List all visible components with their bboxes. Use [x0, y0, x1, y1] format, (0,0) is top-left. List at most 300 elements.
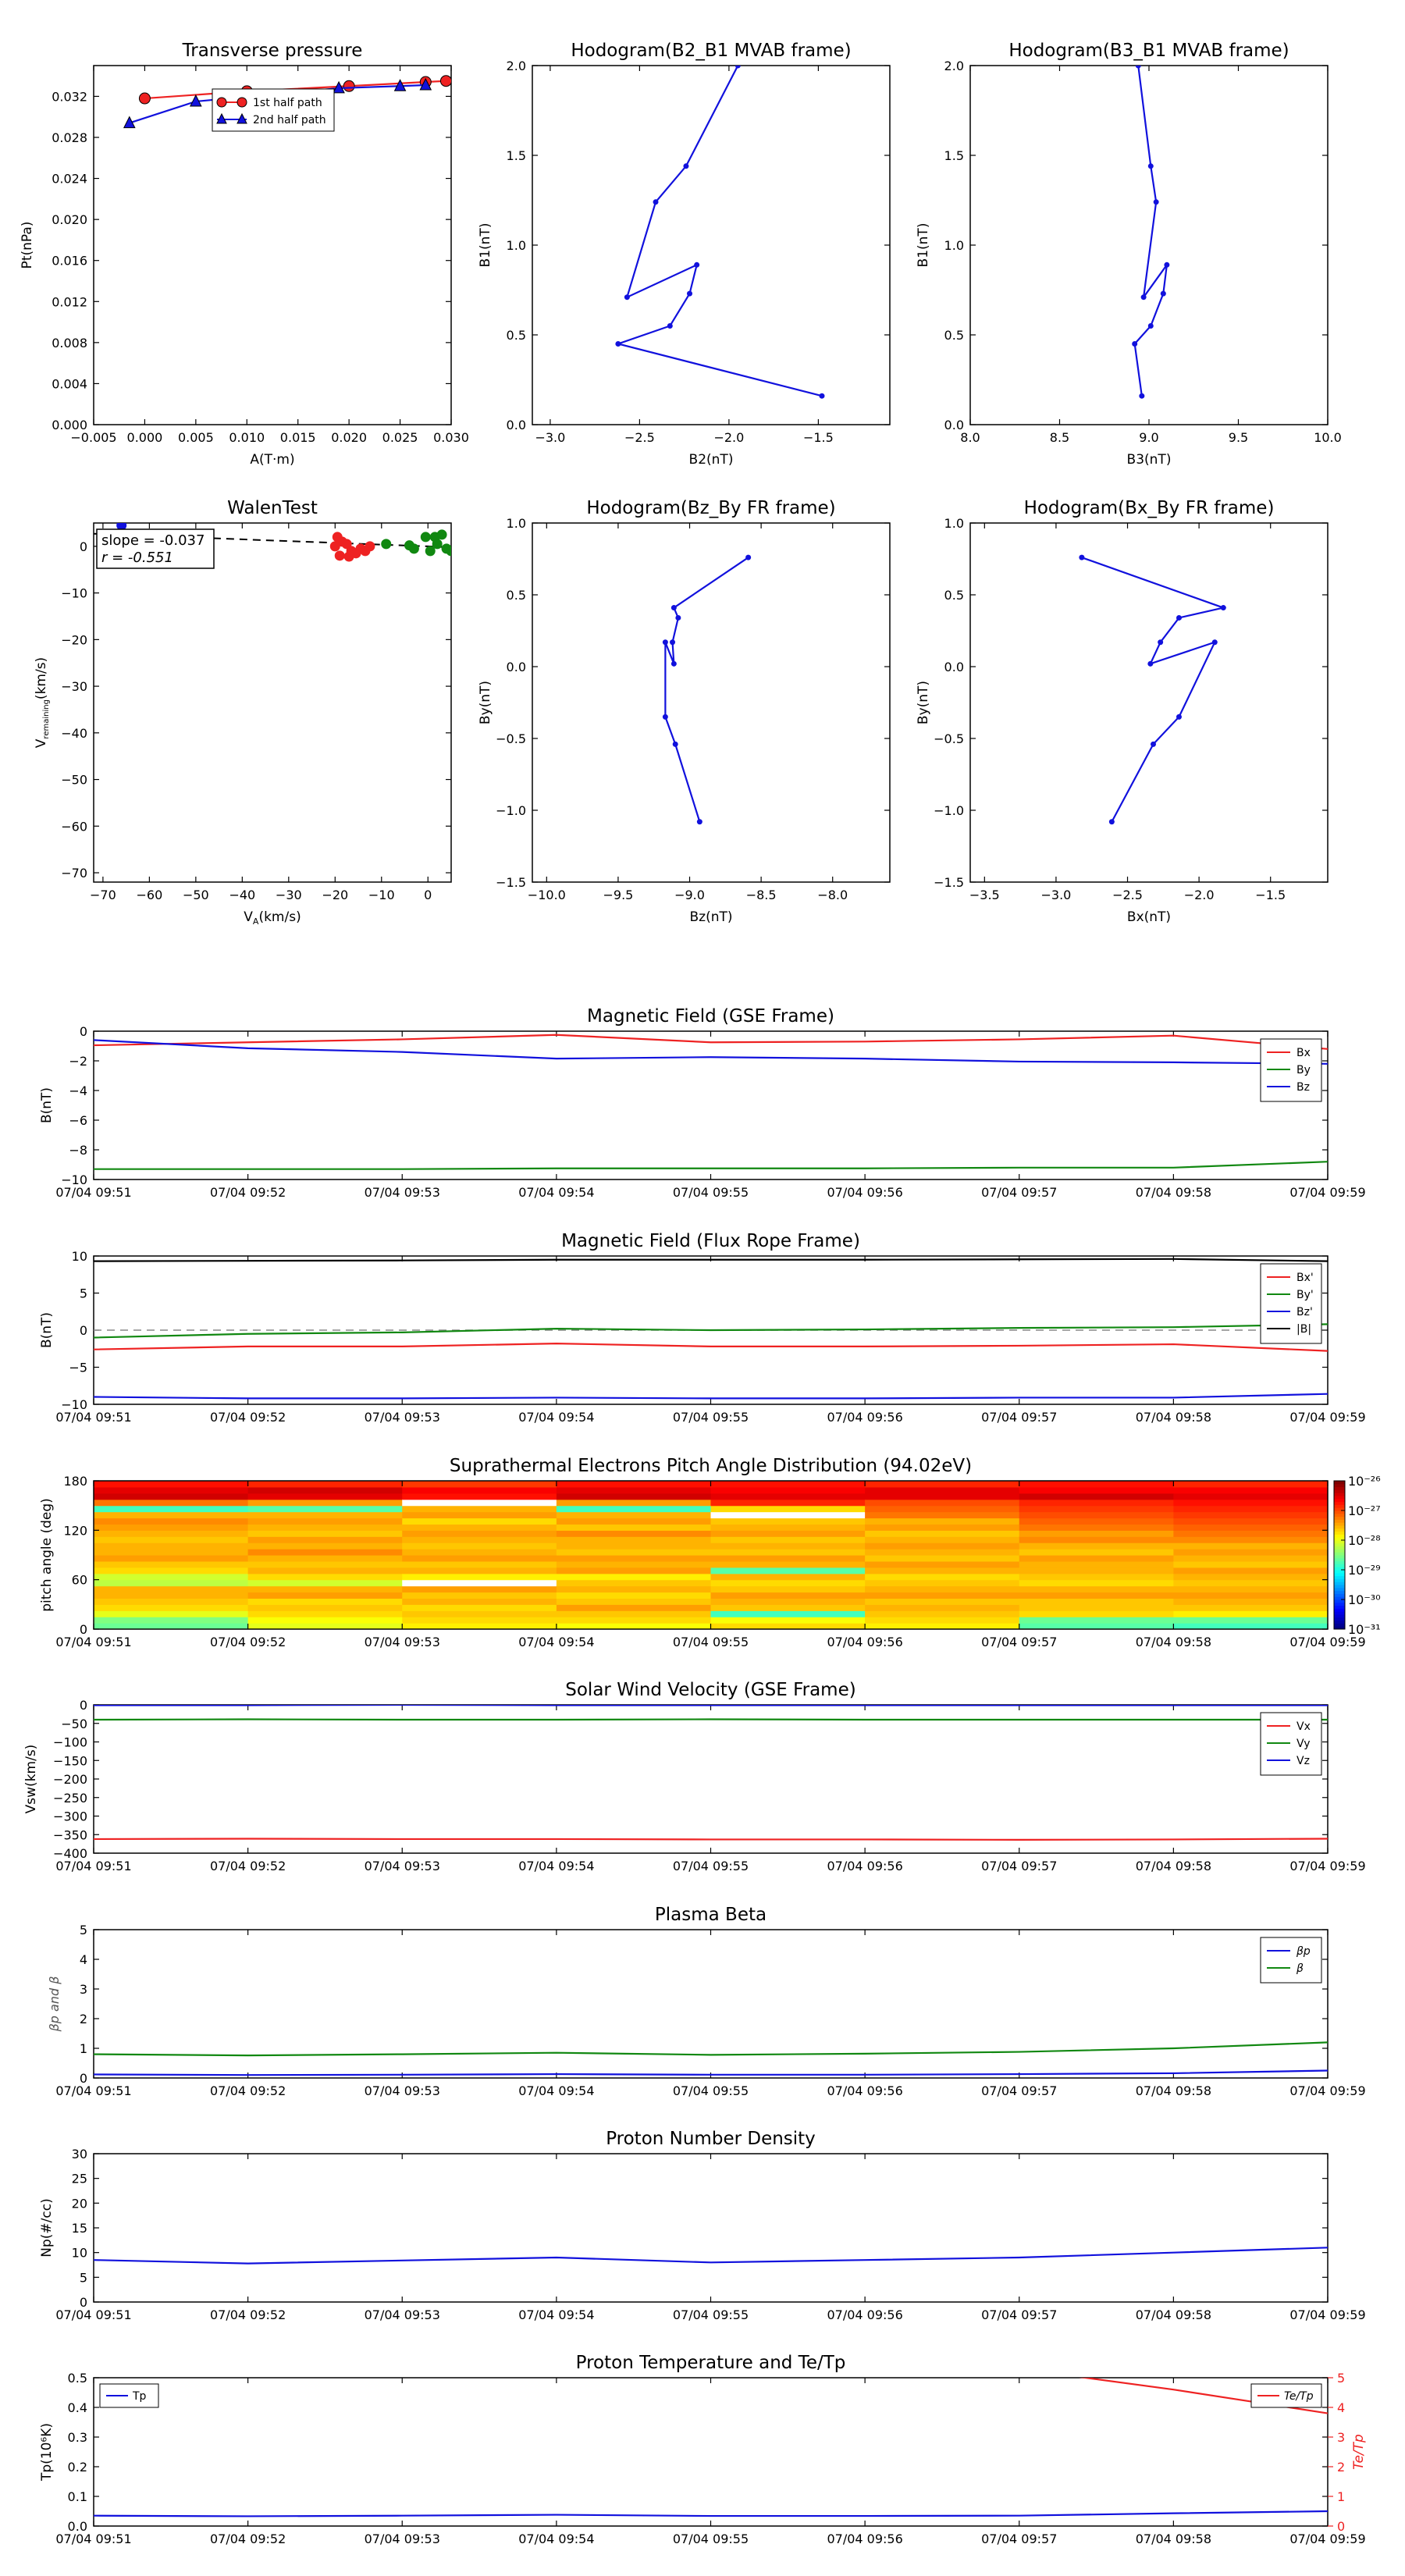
heatmap-cell [248, 1561, 403, 1568]
y-tick-label: 0 [79, 1323, 87, 1338]
data-point [675, 615, 681, 621]
x-tick-label: 07/04 09:57 [981, 1410, 1058, 1425]
y-tick-label: −8 [69, 1143, 87, 1158]
colorbar-step [1334, 1614, 1345, 1617]
plot-frame [532, 523, 890, 882]
x-tick-label: −40 [229, 888, 256, 902]
x-tick-label: −2.0 [1183, 888, 1215, 902]
heatmap-cell [865, 1487, 1019, 1494]
colorbar-step [1334, 1528, 1345, 1532]
x-tick-label: 07/04 09:54 [518, 2083, 595, 2098]
x-tick-label: 0.015 [279, 430, 316, 445]
heatmap-cell [711, 1542, 866, 1550]
data-point [697, 819, 702, 824]
y-tick-label: 1.0 [506, 238, 526, 253]
colorbar-step [1334, 1489, 1345, 1493]
plot-area [94, 1705, 1328, 1840]
heatmap-cell [557, 1555, 711, 1562]
y-tick-label: 0.0 [506, 660, 526, 674]
y-tick-label: −6 [69, 1113, 87, 1128]
x-axis-label: Bx(nT) [1126, 909, 1172, 925]
x-tick-label: 07/04 09:59 [1289, 1859, 1366, 1873]
heatmap-cell [557, 1598, 711, 1605]
series-line-Bx' [94, 1343, 1328, 1351]
heatmap-cell [94, 1506, 248, 1513]
x-axis-label: B3(nT) [1126, 452, 1172, 468]
heatmap-cell [1019, 1506, 1174, 1513]
x-tick-label: 07/04 09:55 [672, 1859, 749, 1873]
series-line-Tp [94, 2511, 1328, 2516]
colorbar-step [1334, 1578, 1345, 1582]
colorbar-label: 10⁻³⁰ [1348, 1592, 1381, 1607]
x-tick-label: 07/04 09:51 [55, 1635, 132, 1649]
legend [1261, 1264, 1321, 1343]
colorbar-step [1334, 1599, 1345, 1603]
y-tick-label: 5 [79, 2270, 87, 2286]
y-tick-label: −0.5 [934, 731, 964, 746]
y-tick-label: 5 [79, 1923, 87, 1937]
heatmap-cell [248, 1586, 403, 1593]
x-tick-label: 07/04 09:52 [209, 2532, 286, 2546]
colorbar-step [1334, 1496, 1345, 1499]
colorbar-step [1334, 1543, 1345, 1546]
colorbar-step [1334, 1570, 1345, 1573]
colorbar-step [1334, 1504, 1345, 1507]
legend-marker [237, 98, 247, 107]
y-tick-label: 0.5 [506, 328, 526, 343]
data-point [1148, 163, 1154, 169]
y-tick-label: 2.0 [944, 59, 964, 73]
data-point [1136, 63, 1141, 69]
colorbar-step [1334, 1499, 1345, 1502]
heatmap-cell [248, 1592, 403, 1599]
heatmap-cell [94, 1592, 248, 1599]
heatmap-cell [865, 1574, 1019, 1581]
x-tick-label: 07/04 09:55 [672, 1185, 749, 1200]
heatmap-cell [248, 1604, 403, 1611]
series-line-Te/Tp [94, 2274, 1328, 2414]
chart-title: WalenTest [227, 498, 318, 518]
x-tick-label: 07/04 09:53 [364, 1410, 440, 1425]
chart-title: Hodogram(Bz_By FR frame) [586, 498, 836, 518]
data-point [1079, 555, 1084, 560]
heatmap-cell [557, 1574, 711, 1581]
y-tick-label: −200 [53, 1772, 87, 1787]
x-tick-label: −10 [368, 888, 395, 902]
heatmap-cell [94, 1500, 248, 1507]
y-tick-label: −50 [61, 772, 87, 788]
x-tick-label: 07/04 09:54 [518, 1410, 595, 1425]
heatmap-cell [248, 1555, 403, 1562]
colorbar-step [1334, 1617, 1345, 1621]
y-axis-label: By(nT) [478, 680, 493, 725]
y-axis-label: βp and β [47, 1976, 62, 2032]
plot-area [94, 2042, 1328, 2075]
x-axis-label: $V_A(km/s)$ [244, 909, 301, 927]
chart-magnetic_field_gse [39, 1006, 1366, 1200]
heatmap-cell [711, 1567, 866, 1574]
y-tick-label: −300 [53, 1809, 87, 1824]
x-tick-label: 8.0 [960, 430, 980, 445]
data-point [117, 521, 126, 530]
chart-title: Proton Number Density [606, 2129, 816, 2149]
right-tick-label: 2 [1337, 2460, 1346, 2475]
heatmap-cell [248, 1536, 403, 1543]
x-tick-label: 9.0 [1139, 430, 1159, 445]
x-tick-label: 0.010 [229, 430, 265, 445]
x-tick-label: 07/04 09:54 [518, 1635, 595, 1649]
heatmap-cell [557, 1592, 711, 1599]
legend-label: 1st half path [253, 97, 322, 109]
y-tick-label: 3 [79, 1982, 87, 1997]
heatmap-cell [402, 1493, 557, 1500]
y-axis-label: B1(nT) [478, 222, 493, 268]
y-tick-label: 0.008 [52, 335, 87, 350]
x-tick-label: −1.5 [1255, 888, 1286, 902]
legend-marker [217, 98, 226, 107]
x-tick-label: −2.5 [624, 430, 655, 445]
heatmap-cell [865, 1555, 1019, 1562]
heatmap-cell [1019, 1487, 1174, 1494]
x-tick-label: 07/04 09:57 [981, 2532, 1058, 2546]
heatmap-cell [711, 1555, 866, 1562]
x-tick-label: 07/04 09:52 [209, 1635, 286, 1649]
x-tick-label: 07/04 09:57 [981, 1859, 1058, 1873]
series-line-β [94, 2042, 1328, 2055]
heatmap-cell [1173, 1604, 1328, 1611]
heatmap-cell [711, 1536, 866, 1543]
data-point [671, 605, 677, 610]
y-tick-label: −5 [69, 1360, 87, 1375]
heatmap-cell [557, 1567, 711, 1574]
heatmap-cell [248, 1580, 403, 1587]
x-tick-label: 07/04 09:51 [55, 2083, 132, 2098]
heatmap-cell [94, 1542, 248, 1550]
colorbar-step [1334, 1603, 1345, 1606]
x-tick-label: 07/04 09:52 [209, 1185, 286, 1200]
heatmap-cell [557, 1512, 711, 1519]
heatmap-cell [402, 1524, 557, 1531]
series-line-0 [1082, 557, 1223, 822]
x-tick-label: 07/04 09:59 [1289, 2532, 1366, 2546]
heatmap-cell [711, 1487, 866, 1494]
heatmap-cell [557, 1617, 711, 1624]
heatmap-cell [711, 1481, 866, 1488]
x-tick-label: 07/04 09:55 [672, 2307, 749, 2322]
x-axis-label: Bz(nT) [689, 909, 733, 925]
x-tick-label: 07/04 09:54 [518, 2532, 595, 2546]
x-tick-label: 07/04 09:59 [1289, 2307, 1366, 2322]
heatmap-cell [248, 1506, 403, 1513]
heatmap-cell [1173, 1518, 1328, 1525]
y-tick-label: 1.0 [944, 516, 964, 531]
heatmap-cell [1173, 1598, 1328, 1605]
heatmap-cell [711, 1524, 866, 1531]
heatmap-cell [557, 1518, 711, 1525]
colorbar-step [1334, 1484, 1345, 1487]
heatmap-cell [1019, 1524, 1174, 1531]
x-tick-label: 9.5 [1228, 430, 1249, 445]
x-tick-label: 07/04 09:58 [1135, 1859, 1212, 1873]
x-tick-label: 07/04 09:51 [55, 2532, 132, 2546]
heatmap-cell [1019, 1481, 1174, 1488]
y-axis-label: Np(#/cc) [39, 2198, 55, 2258]
x-tick-label: −60 [136, 888, 163, 902]
x-tick-label: 07/04 09:53 [364, 2083, 440, 2098]
chart-title: Magnetic Field (GSE Frame) [587, 1006, 834, 1026]
x-tick-label: −30 [275, 888, 302, 902]
x-tick-label: 07/04 09:54 [518, 2307, 595, 2322]
y-tick-label: 1.0 [944, 238, 964, 253]
x-tick-label: 07/04 09:57 [981, 1635, 1058, 1649]
y-tick-label: −60 [61, 819, 87, 834]
x-tick-label: 07/04 09:53 [364, 1635, 440, 1649]
y-tick-label: −50 [61, 1716, 87, 1731]
heatmap-cell [557, 1481, 711, 1488]
heatmap-cell [94, 1530, 248, 1537]
x-tick-label: −50 [182, 888, 209, 902]
x-axis-label: A(T·m) [250, 452, 295, 468]
x-tick-label: 07/04 09:51 [55, 1410, 132, 1425]
heatmap-cell [1173, 1542, 1328, 1550]
x-tick-label: 07/04 09:56 [827, 1410, 903, 1425]
y-tick-label: 0 [79, 539, 87, 554]
heatmap-cell [711, 1598, 866, 1605]
y-tick-label: 0.2 [67, 2460, 87, 2475]
x-tick-label: 07/04 09:58 [1135, 1410, 1212, 1425]
legend [1261, 1713, 1321, 1775]
data-point [663, 639, 668, 645]
heatmap-cell [557, 1506, 711, 1513]
heatmap-cell [94, 1555, 248, 1562]
heatmap-cells [94, 1481, 1329, 1630]
x-tick-label: 07/04 09:59 [1289, 1185, 1366, 1200]
legend-right [1251, 2384, 1321, 2407]
heatmap-cell [1173, 1574, 1328, 1581]
x-tick-label: 07/04 09:58 [1135, 2532, 1212, 2546]
x-tick-label: 07/04 09:56 [827, 1859, 903, 1873]
legend-label: 2nd half path [253, 114, 326, 126]
chart-magnetic_field_fr [39, 1231, 1366, 1425]
heatmap-cell [557, 1580, 711, 1587]
chart-title: Suprathermal Electrons Pitch Angle Distribution (94.02eV) [449, 1456, 973, 1476]
heatmap-cell [402, 1610, 557, 1617]
legend-label: β [1297, 1962, 1304, 1975]
heatmap-cell [402, 1598, 557, 1605]
x-tick-label: 07/04 09:56 [827, 2083, 903, 2098]
heatmap-cell [1019, 1561, 1174, 1568]
right-tick-label: 0 [1337, 2519, 1346, 2534]
y-tick-label: 60 [71, 1572, 87, 1588]
plot-frame [94, 2154, 1328, 2302]
legend-label: By' [1297, 1289, 1314, 1301]
heatmap-cell [1019, 1610, 1174, 1617]
legend-box [1261, 1937, 1321, 1983]
data-point [1109, 819, 1115, 824]
data-point [663, 714, 668, 720]
data-point [694, 262, 699, 268]
chart-title: Hodogram(Bx_By FR frame) [1023, 498, 1275, 518]
y-tick-label: 0.5 [944, 588, 964, 603]
heatmap-cell [1173, 1530, 1328, 1537]
x-tick-label: 07/04 09:51 [55, 1859, 132, 1873]
legend-label: Bz [1297, 1081, 1310, 1094]
colorbar-step [1334, 1532, 1345, 1535]
heatmap-cell [865, 1536, 1019, 1543]
chart-pitch_angle_distribution [39, 1456, 1381, 1649]
heatmap-cell [865, 1592, 1019, 1599]
heatmap-cell [1019, 1530, 1174, 1537]
x-tick-label: −0.005 [70, 430, 117, 445]
heatmap-cell [248, 1610, 403, 1617]
y-tick-label: 0 [79, 1698, 87, 1713]
right-axis [1328, 2371, 1367, 2534]
chart-title: Hodogram(B3_B1 MVAB frame) [1008, 41, 1289, 61]
plot-area [615, 63, 824, 399]
heatmap-cell [865, 1518, 1019, 1525]
x-tick-label: −3.0 [1040, 888, 1072, 902]
data-point [1151, 742, 1156, 747]
heatmap-cell [557, 1524, 711, 1531]
colorbar [1334, 1474, 1381, 1637]
heatmap-cell [1173, 1580, 1328, 1587]
heatmap-cell [711, 1617, 866, 1624]
heatmap-cell [1019, 1536, 1174, 1543]
y-tick-label: 1.0 [506, 516, 526, 531]
heatmap-cell [711, 1580, 866, 1587]
y-tick-label: 0.0 [506, 418, 526, 432]
x-tick-label: 10.0 [1314, 430, 1342, 445]
y-tick-label: 0 [79, 1024, 87, 1039]
colorbar-step [1334, 1558, 1345, 1561]
heatmap-cell [248, 1542, 403, 1550]
heatmap-cell [248, 1481, 403, 1488]
y-tick-label: −250 [53, 1790, 87, 1806]
y-tick-label: 0.000 [52, 418, 87, 432]
plot-frame [94, 523, 451, 882]
heatmap-cell [1019, 1617, 1174, 1624]
data-point [1164, 262, 1169, 268]
y-tick-label: 0.020 [52, 212, 87, 228]
x-tick-label: 0.025 [382, 430, 418, 445]
x-tick-label: 07/04 09:54 [518, 1859, 595, 1873]
heatmap-cell [711, 1530, 866, 1537]
data-point [653, 199, 659, 205]
heatmap-cell [1173, 1617, 1328, 1624]
heatmap-cell [402, 1542, 557, 1550]
legend-label: Bx' [1297, 1272, 1314, 1284]
heatmap-cell [865, 1617, 1019, 1624]
chart-proton_density [39, 2129, 1366, 2322]
heatmap-cell [711, 1586, 866, 1593]
x-tick-label: 0.005 [177, 430, 214, 445]
heatmap-cell [711, 1518, 866, 1525]
data-point [1132, 341, 1137, 347]
legend-label: By [1297, 1064, 1311, 1076]
x-tick-label: −10.0 [527, 888, 566, 902]
heatmap-cell [865, 1500, 1019, 1507]
heatmap-cell [1173, 1549, 1328, 1556]
series-line-Bx [94, 1035, 1328, 1049]
heatmap-cell [248, 1512, 403, 1519]
x-tick-label: 07/04 09:56 [827, 2307, 903, 2322]
x-tick-label: 07/04 09:58 [1135, 1185, 1212, 1200]
legend-label: Bx [1297, 1047, 1311, 1059]
plot-frame [970, 523, 1328, 882]
y-tick-label: 0.016 [52, 253, 87, 269]
series-line-0 [1135, 66, 1167, 396]
colorbar-label: 10⁻²⁷ [1348, 1503, 1381, 1518]
heatmap-cell [1019, 1567, 1174, 1574]
heatmap-cell [402, 1592, 557, 1599]
colorbar-step [1334, 1591, 1345, 1594]
x-tick-label: 07/04 09:51 [55, 1185, 132, 1200]
colorbar-step [1334, 1555, 1345, 1558]
legend-label: Bz' [1297, 1306, 1313, 1318]
right-tick-label: 3 [1337, 2430, 1346, 2445]
series-line-Bz [94, 1040, 1328, 1063]
heatmap-cell [248, 1524, 403, 1531]
heatmap-cell [557, 1487, 711, 1494]
x-tick-label: 07/04 09:58 [1135, 1635, 1212, 1649]
heatmap-cell [1019, 1586, 1174, 1593]
x-tick-label: 07/04 09:59 [1289, 1410, 1366, 1425]
y-tick-label: −10 [61, 585, 87, 601]
heatmap-cell [94, 1524, 248, 1531]
heatmap-cell [248, 1598, 403, 1605]
heatmap-cell [1173, 1487, 1328, 1494]
colorbar-step [1334, 1588, 1345, 1591]
heatmap-cell [94, 1604, 248, 1611]
colorbar-step [1334, 1522, 1345, 1525]
y-tick-label: 0.024 [52, 171, 87, 187]
x-tick-label: 07/04 09:53 [364, 1859, 440, 1873]
y-axis-label: $V_{remaining}(km/s)$ [34, 656, 51, 749]
data-point [1139, 393, 1144, 399]
y-tick-label: 120 [63, 1523, 87, 1539]
heatmap-cell [865, 1604, 1019, 1611]
legend [1261, 1937, 1321, 1983]
x-tick-label: 07/04 09:52 [209, 1410, 286, 1425]
heatmap-cell [94, 1586, 248, 1593]
colorbar-step [1334, 1582, 1345, 1585]
plot-area [663, 555, 751, 825]
heatmap-cell [711, 1604, 866, 1611]
colorbar-step [1334, 1606, 1345, 1609]
heatmap-cell [1019, 1542, 1174, 1550]
heatmap-cell [1173, 1506, 1328, 1513]
colorbar-step [1334, 1514, 1345, 1517]
colorbar-step [1334, 1573, 1345, 1576]
heatmap-cell [1019, 1518, 1174, 1525]
plot-frame [970, 66, 1328, 425]
heatmap-cell [402, 1549, 557, 1556]
y-tick-label: −20 [61, 632, 87, 648]
chart-title: Solar Wind Velocity (GSE Frame) [565, 1680, 856, 1700]
heatmap-cell [1173, 1524, 1328, 1531]
legend-label: Vz [1297, 1755, 1310, 1767]
series-line-0 [618, 66, 822, 396]
heatmap-cell [94, 1481, 248, 1488]
y-tick-label: 2.0 [506, 59, 526, 73]
right-tick-label: 4 [1337, 2400, 1346, 2415]
heatmap-cell [402, 1530, 557, 1537]
series-line-Bz' [94, 1394, 1328, 1399]
y-tick-label: 0.5 [506, 588, 526, 603]
colorbar-step [1334, 1510, 1345, 1514]
x-tick-label: 07/04 09:52 [209, 2083, 286, 2098]
heatmap-cell [402, 1487, 557, 1494]
